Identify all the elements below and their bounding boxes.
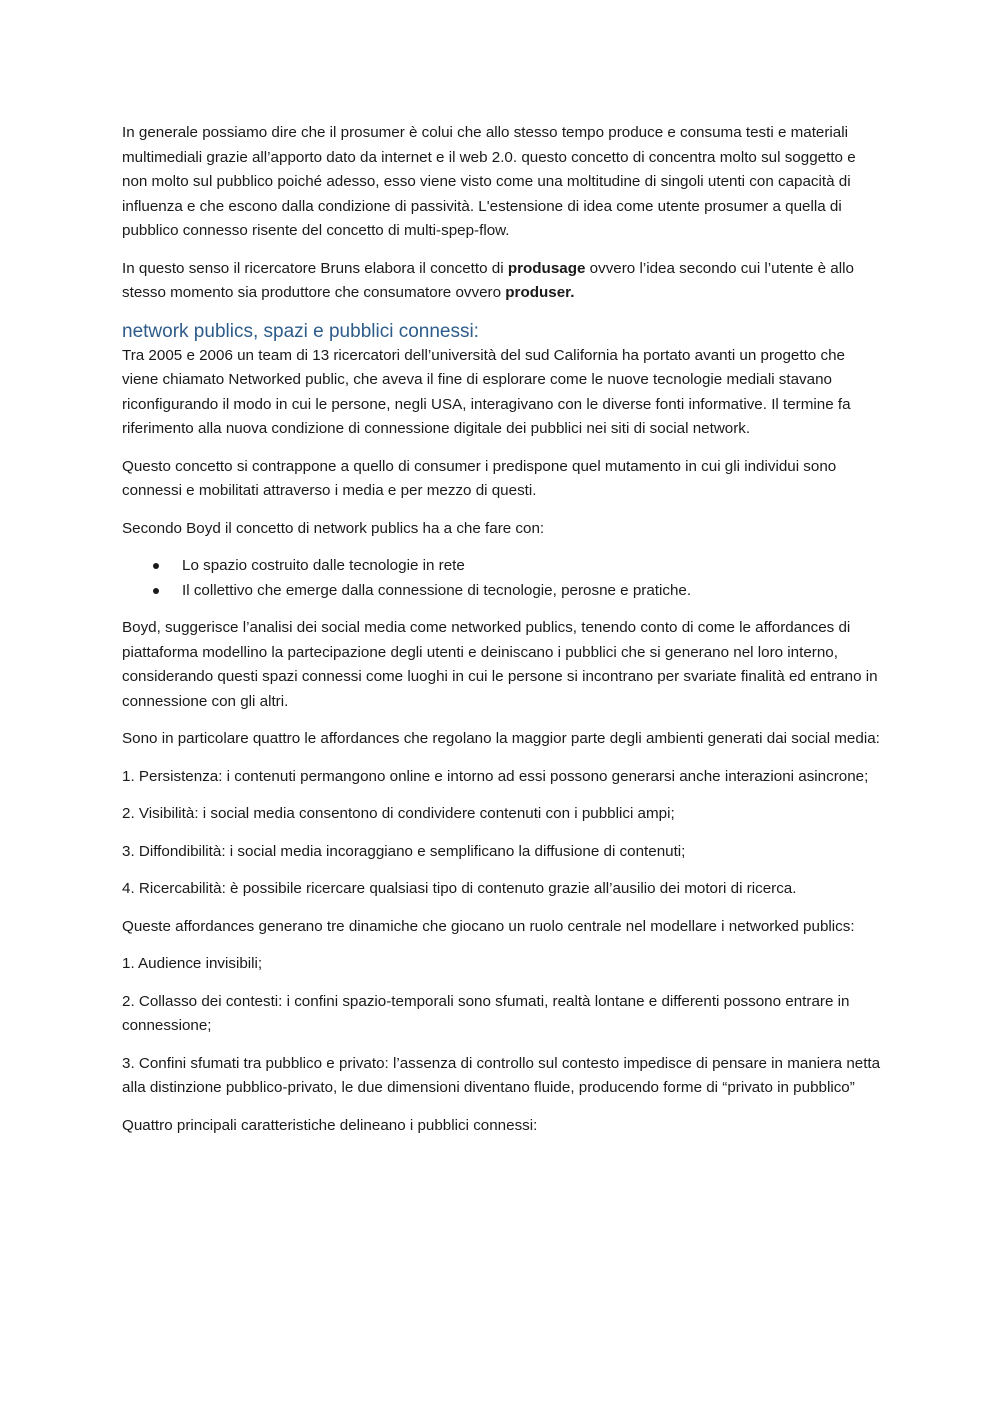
bullet-list: [122, 554, 882, 603]
intro-p2-text-c: ovvero l’idea secondo cui l’utente è allo stesso momento sia produttore che consumatore ovvero: [122, 259, 854, 301]
bullet-text: Lo spazio costruito dalle tecnologie in rete: [182, 557, 465, 574]
produsage-term: produsage: [507, 259, 586, 277]
section-paragraph-2: Questo concetto si contrappone a quello di consumer i predispone quel mutamento in cui gli individui sono connessi e mobilitati attraverso i media e per mezzo di questi.: [122, 457, 837, 499]
section-paragraph-4: Boyd, suggerisce l’analisi dei social media come networked publics, tenendo conto di come le affordances di piattaforma modellino la partecipazione degli utenti e deiniscano i pubblici che si generano nel loro interno, considerando questi spazi connessi come luoghi in cui le persone si incontrano per svariate finalità ed entrano in connessione con gli altri.: [122, 619, 878, 710]
section-paragraph-5: Sono in particolare quattro le affordances che regolano la maggior parte degli ambienti generati dai social media:: [122, 730, 880, 747]
section-paragraph-1: Tra 2005 e 2006 un team di 13 ricercatori dell’università del sud California ha portato avanti un progetto che viene chiamato Networked public, che aveva il fine di esplorare come le nuove tecnologie mediali stavano riconfigurando il modo in cui le persone, negli USA, interagivano con le diverse fonti informative. Il termine fa riferimento alla nuova condizione di connessione digitale dei pubblici nei siti di social network.: [122, 346, 851, 437]
affordance-item: 3. Diffondibilità: i social media incoraggiano e semplificano la diffusione di contenuti;: [122, 842, 686, 860]
bullet-dot-icon: [153, 563, 159, 569]
affordance-item: 2. Visibilità: i social media consentono di condividere contenuti con i pubblici ampi;: [122, 805, 675, 822]
section-paragraph-3: Secondo Boyd il concetto di network publics ha a che fare con:: [122, 519, 545, 537]
dynamic-item: 2. Collasso dei contesti: i confini spazio-temporali sono sfumati, realtà lontane e differenti possono entrare in connessione;: [122, 992, 850, 1034]
bullet-item: [122, 579, 882, 604]
intro-paragraph-1: In generale possiamo dire che il prosumer è colui che allo stesso tempo produce e consuma testi e materiali multimediali grazie all’apporto dato da internet e il web 2.0. questo concetto di concentra molto sul soggetto e non molto sul pubblico poiché adesso, esso viene visto come una moltitudine di singoli utenti con capacità di influenza e che escono dalla condizione di passività. L'estensione di idea come utente prosumer a quella di pubblico connesso risente del concetto di multi-spep-flow.: [122, 124, 856, 239]
section-paragraph-6: Queste affordances generano tre dinamiche che giocano un ruolo centrale nel modellare i networked publics:: [122, 917, 855, 935]
affordance-item: 4. Ricercabilità: è possibile ricercare qualsiasi tipo di contenuto grazie all’ausilio dei motori di ricerca.: [122, 880, 797, 897]
bullet-item: [122, 554, 882, 579]
bullet-text: Il collettivo che emerge dalla connessione di tecnologie, perosne e pratiche.: [182, 581, 692, 599]
produser-term: produser.: [505, 284, 575, 301]
bullet-dot-icon: [153, 588, 159, 594]
dynamic-item: 1. Audience invisibili;: [122, 955, 263, 972]
section-heading: network publics, spazi e pubblici connessi:: [122, 320, 479, 342]
dynamic-item: 3. Confini sfumati tra pubblico e privato: l’assenza di controllo sul contesto impedisce di pensare in maniera netta alla distinzione pubblico-privato, le due dimensioni diventano fluide, producendo forme di “privato in pubblico”: [122, 1054, 881, 1096]
document-page: [122, 121, 882, 1151]
affordance-item: 1. Persistenza: i contenuti permangono online e intorno ad essi possono generarsi anche interazioni asincrone;: [122, 767, 869, 785]
intro-p2-text-a: In questo senso il ricercatore Bruns elabora il concetto di: [122, 259, 508, 277]
intro-paragraph-2: [122, 257, 882, 306]
section-paragraph-7: Quattro principali caratteristiche delineano i pubblici connessi:: [122, 1116, 538, 1134]
